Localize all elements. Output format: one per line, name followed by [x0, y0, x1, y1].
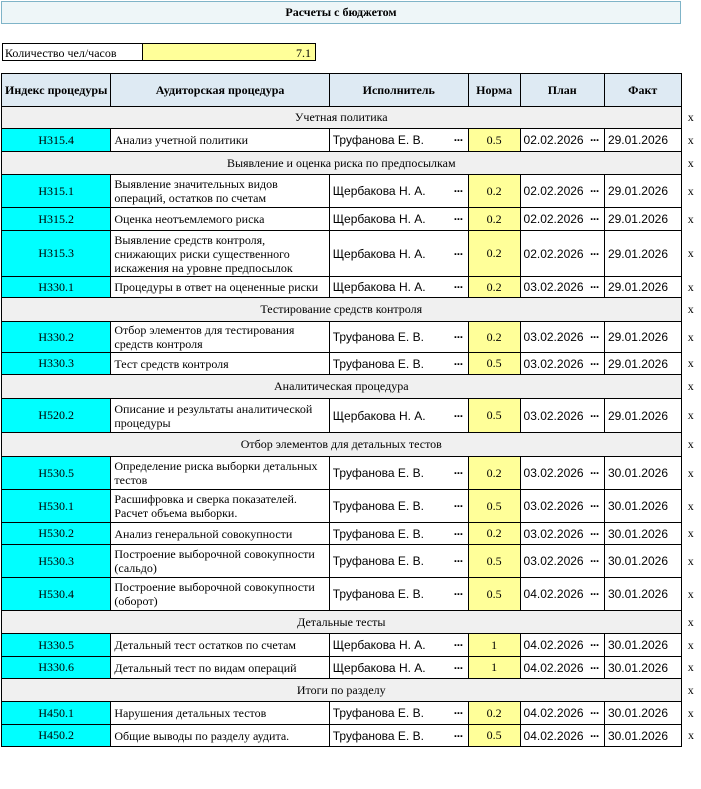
delete-row-button[interactable]: x	[687, 246, 694, 260]
plan-date-cell	[520, 523, 604, 545]
fact-date: 29.01.2026	[604, 175, 681, 208]
procedure-index-link[interactable]: H330.6	[2, 657, 111, 679]
plan-date-cell	[520, 457, 604, 490]
procedures-table	[1, 73, 701, 747]
executor-picker-button[interactable]: ···	[453, 212, 463, 226]
delete-row-button[interactable]: x	[687, 356, 694, 370]
delete-row-button[interactable]: x	[687, 637, 694, 652]
date-picker-button[interactable]: ···	[589, 356, 599, 371]
section-title: Аналитическая процедура	[2, 375, 682, 399]
executor-picker-button[interactable]: ···	[453, 554, 463, 568]
header-norm: Норма	[468, 74, 520, 107]
executor-picker-button[interactable]: ···	[453, 638, 463, 652]
section-title: Итоги по разделу	[2, 679, 682, 702]
date-picker-button[interactable]: ···	[589, 638, 599, 652]
plan-date-cell	[520, 490, 604, 523]
executor-cell	[329, 545, 468, 578]
fact-date: 30.01.2026	[604, 523, 681, 545]
plan-date[interactable]: 02.02.2026	[523, 133, 584, 147]
delete-row-button[interactable]: x	[687, 498, 694, 513]
executor-picker-button[interactable]: ···	[453, 356, 463, 371]
fact-date: 30.01.2026	[604, 545, 681, 578]
section-title: Учетная политика	[2, 107, 682, 129]
plan-date[interactable]: 04.02.2026	[523, 660, 584, 675]
delete-section-button[interactable]: x	[687, 302, 694, 316]
section-row	[2, 375, 701, 399]
procedure-name: Общие выводы по разделу аудита.	[111, 725, 329, 747]
executor-cell	[329, 231, 468, 277]
plan-date[interactable]: 03.02.2026	[523, 499, 584, 513]
section-title: Детальные тесты	[2, 611, 682, 634]
executor-picker-button[interactable]: ···	[453, 408, 463, 423]
executor-name: Щербакова Н. А.	[332, 184, 426, 198]
executor-cell	[329, 523, 468, 545]
executor-cell	[329, 175, 468, 208]
procedure-index-link[interactable]: H530.5	[2, 457, 111, 490]
table-row	[2, 175, 701, 208]
plan-date-cell	[520, 129, 604, 152]
delete-row-button[interactable]: x	[687, 526, 694, 540]
delete-section-button[interactable]: x	[687, 110, 694, 124]
procedure-index-link[interactable]: H520.2	[2, 399, 111, 433]
procedure-name: Отбор элементов для тестирования средств контроля	[111, 322, 329, 353]
plan-date[interactable]: 02.02.2026	[523, 184, 584, 198]
executor-picker-button[interactable]: ···	[453, 499, 463, 513]
procedure-name: Построение выборочной совокупности (оборот)	[111, 578, 329, 611]
date-picker-button[interactable]: ···	[589, 408, 599, 423]
section-row	[2, 298, 701, 322]
section-title: Выявление и оценка риска по предпосылкам	[2, 152, 682, 175]
norm-field[interactable]: 0.5	[468, 490, 520, 523]
procedure-index-link[interactable]: H330.2	[2, 322, 111, 353]
header-fact: Факт	[604, 74, 681, 107]
plan-date[interactable]: 03.02.2026	[523, 356, 584, 371]
plan-date[interactable]: 03.02.2026	[523, 280, 584, 294]
plan-date-cell	[520, 277, 604, 298]
executor-name: Щербакова Н. А.	[332, 638, 426, 652]
executor-cell	[329, 725, 468, 747]
norm-field[interactable]: 0.2	[468, 523, 520, 545]
norm-field[interactable]: 0.2	[468, 231, 520, 277]
plan-date-cell	[520, 175, 604, 208]
fact-date: 30.01.2026	[604, 578, 681, 611]
fact-date: 29.01.2026	[604, 322, 681, 353]
plan-date-cell	[520, 657, 604, 679]
plan-date-cell	[520, 208, 604, 231]
procedure-index-link[interactable]: H330.1	[2, 277, 111, 298]
table-row	[2, 490, 701, 523]
plan-date-cell	[520, 545, 604, 578]
norm-field[interactable]: 0.5	[468, 545, 520, 578]
delete-row-button[interactable]: x	[687, 211, 694, 226]
executor-cell	[329, 634, 468, 657]
delete-row-button[interactable]: x	[687, 183, 694, 198]
table-row	[2, 657, 701, 679]
delete-row-button[interactable]: x	[687, 465, 694, 480]
delete-row-button[interactable]: x	[687, 408, 694, 422]
procedure-name: Оценка неотъемлемого риска	[111, 208, 329, 231]
table-header-row	[2, 74, 701, 107]
table-row	[2, 523, 701, 545]
procedure-index-link[interactable]: H450.2	[2, 725, 111, 747]
procedure-index-link[interactable]: H330.3	[2, 353, 111, 375]
fact-date: 30.01.2026	[604, 490, 681, 523]
executor-picker-button[interactable]: ···	[453, 246, 463, 261]
date-picker-button[interactable]: ···	[589, 280, 599, 294]
norm-field[interactable]: 0.5	[468, 353, 520, 375]
date-picker-button[interactable]: ···	[589, 133, 599, 147]
plan-date-cell	[520, 231, 604, 277]
plan-date-cell	[520, 634, 604, 657]
plan-date[interactable]: 02.02.2026	[523, 246, 584, 261]
procedure-name: Определение риска выборки детальных тестов	[111, 457, 329, 490]
executor-name: Труфанова Е. В.	[332, 330, 424, 344]
procedure-index-link[interactable]: H530.4	[2, 578, 111, 611]
fact-date: 29.01.2026	[604, 231, 681, 277]
section-row	[2, 433, 701, 457]
plan-date-cell	[520, 702, 604, 725]
date-picker-button[interactable]: ···	[589, 212, 599, 226]
section-row	[2, 107, 701, 129]
fact-date: 30.01.2026	[604, 725, 681, 747]
executor-cell	[329, 353, 468, 375]
procedure-name: Расшифровка и сверка показателей. Расчет объема выборки.	[111, 490, 329, 523]
norm-field[interactable]: 0.2	[468, 457, 520, 490]
procedure-name: Выявление значительных видов операций, остатков по счетам	[111, 175, 329, 208]
executor-picker-button[interactable]: ···	[453, 660, 463, 675]
executor-name: Труфанова Е. В.	[332, 728, 424, 743]
section-row	[2, 679, 701, 702]
executor-cell	[329, 322, 468, 353]
plan-date-cell	[520, 578, 604, 611]
executor-cell	[329, 657, 468, 679]
delete-row-button[interactable]: x	[687, 586, 694, 601]
procedure-index-link[interactable]: H530.1	[2, 490, 111, 523]
plan-date[interactable]: 03.02.2026	[523, 330, 584, 344]
date-picker-button[interactable]: ···	[589, 587, 599, 601]
plan-date[interactable]: 04.02.2026	[523, 706, 584, 720]
page-title: Расчеты с бюджетом	[1, 1, 681, 24]
norm-field[interactable]: 0.5	[468, 725, 520, 747]
norm-field[interactable]: 1	[468, 657, 520, 679]
delete-row-button[interactable]: x	[687, 660, 694, 674]
procedure-name: Нарушения детальных тестов	[111, 702, 329, 725]
executor-cell	[329, 277, 468, 298]
executor-picker-button[interactable]: ···	[453, 330, 463, 344]
plan-date[interactable]: 04.02.2026	[523, 728, 584, 743]
header-index: Индекс процедуры	[2, 74, 111, 107]
plan-date-cell	[520, 322, 604, 353]
delete-section-button[interactable]: x	[687, 437, 694, 451]
delete-section-button[interactable]: x	[687, 682, 694, 697]
norm-field[interactable]: 0.5	[468, 129, 520, 152]
procedure-name: Анализ учетной политики	[111, 129, 329, 152]
plan-date[interactable]: 03.02.2026	[523, 554, 584, 568]
executor-picker-button[interactable]: ···	[453, 133, 463, 147]
hours-label: Количество чел/часов	[2, 43, 143, 61]
delete-row-button[interactable]: x	[687, 132, 694, 147]
delete-row-button[interactable]: x	[688, 728, 695, 742]
delete-row-button[interactable]: x	[687, 553, 694, 568]
table-row	[2, 353, 701, 375]
norm-field[interactable]: 0.2	[468, 322, 520, 353]
header-procedure: Аудиторская процедура	[111, 74, 329, 107]
table-row	[2, 634, 701, 657]
procedure-name: Тест средств контроля	[111, 353, 329, 375]
plan-date[interactable]: 02.02.2026	[523, 212, 584, 226]
executor-cell	[329, 457, 468, 490]
norm-field[interactable]: 0.5	[468, 578, 520, 611]
plan-date[interactable]: 04.02.2026	[523, 638, 584, 652]
executor-picker-button[interactable]: ···	[453, 526, 463, 541]
fact-date: 29.01.2026	[604, 277, 681, 298]
executor-name: Труфанова Е. В.	[332, 499, 424, 513]
table-row	[2, 322, 701, 353]
plan-date[interactable]: 03.02.2026	[523, 408, 584, 423]
table-row	[2, 702, 701, 725]
fact-date: 29.01.2026	[604, 208, 681, 231]
table-row	[2, 399, 701, 433]
procedure-name: Выявление средств контроля, снижающих риски существенного искажения на уровне предпосылок	[111, 231, 329, 277]
plan-date[interactable]: 03.02.2026	[523, 466, 584, 480]
date-picker-button[interactable]: ···	[589, 728, 599, 743]
executor-cell	[329, 578, 468, 611]
date-picker-button[interactable]: ···	[589, 330, 599, 344]
procedure-name: Описание и результаты аналитической процедуры	[111, 399, 329, 433]
executor-cell	[329, 702, 468, 725]
executor-name: Щербакова Н. А.	[332, 280, 426, 294]
date-picker-button[interactable]: ···	[589, 499, 599, 513]
executor-name: Труфанова Е. В.	[332, 706, 424, 720]
procedure-index-link[interactable]: H315.2	[2, 208, 111, 231]
norm-field[interactable]: 0.2	[468, 208, 520, 231]
table-row	[2, 129, 701, 152]
delete-row-button[interactable]: x	[687, 329, 694, 344]
fact-date: 30.01.2026	[604, 702, 681, 725]
plan-date-cell	[520, 725, 604, 747]
fact-date: 29.01.2026	[604, 129, 681, 152]
executor-name: Щербакова Н. А.	[332, 660, 426, 675]
date-picker-button[interactable]: ···	[589, 526, 599, 541]
procedure-index-link[interactable]: H315.1	[2, 175, 111, 208]
delete-row-button[interactable]: x	[687, 279, 694, 294]
executor-name: Щербакова Н. А.	[332, 246, 426, 261]
fact-date: 29.01.2026	[604, 399, 681, 433]
executor-picker-button[interactable]: ···	[453, 706, 463, 720]
table-row	[2, 578, 701, 611]
section-title: Отбор элементов для детальных тестов	[2, 433, 682, 457]
executor-cell	[329, 129, 468, 152]
executor-picker-button[interactable]: ···	[453, 184, 463, 198]
delete-section-button[interactable]: x	[687, 155, 694, 170]
section-title: Тестирование средств контроля	[2, 298, 682, 322]
date-picker-button[interactable]: ···	[589, 554, 599, 568]
executor-name: Щербакова Н. А.	[332, 212, 426, 226]
table-row	[2, 545, 701, 578]
plan-date-cell	[520, 353, 604, 375]
procedure-name: Построение выборочной совокупности (сальдо)	[111, 545, 329, 578]
executor-name: Труфанова Е. В.	[332, 356, 424, 371]
executor-name: Щербакова Н. А.	[332, 408, 426, 423]
executor-picker-button[interactable]: ···	[453, 587, 463, 601]
delete-section-button[interactable]: x	[687, 614, 694, 629]
fact-date: 30.01.2026	[604, 657, 681, 679]
procedure-index-link[interactable]: H450.1	[2, 702, 111, 725]
norm-field[interactable]: 1	[468, 634, 520, 657]
date-picker-button[interactable]: ···	[589, 246, 599, 261]
executor-name: Труфанова Е. В.	[332, 554, 424, 568]
executor-picker-button[interactable]: ···	[453, 466, 463, 480]
norm-field[interactable]: 0.2	[468, 277, 520, 298]
norm-field[interactable]: 0.5	[468, 399, 520, 433]
plan-date[interactable]: 03.02.2026	[523, 526, 584, 541]
executor-name: Труфанова Е. В.	[332, 133, 424, 147]
table-row	[2, 208, 701, 231]
procedure-index-link[interactable]: H315.3	[2, 231, 111, 277]
procedure-index-link[interactable]: H330.5	[2, 634, 111, 657]
procedure-index-link[interactable]: H315.4	[2, 129, 111, 152]
norm-field[interactable]: 0.2	[468, 175, 520, 208]
fact-date: 30.01.2026	[604, 634, 681, 657]
executor-name: Труфанова Е. В.	[332, 526, 424, 541]
procedure-name: Детальный тест по видам операций	[111, 657, 329, 679]
delete-row-button[interactable]: x	[687, 705, 694, 720]
executor-name: Труфанова Е. В.	[332, 587, 424, 601]
table-row	[2, 277, 701, 298]
procedure-name: Процедуры в ответ на оцененные риски	[111, 277, 329, 298]
executor-cell	[329, 399, 468, 433]
header-plan: План	[520, 74, 604, 107]
procedure-name: Анализ генеральной совокупности	[111, 523, 329, 545]
executor-name: Труфанова Е. В.	[332, 466, 424, 480]
procedure-index-link[interactable]: H530.3	[2, 545, 111, 578]
executor-cell	[329, 490, 468, 523]
plan-date-cell	[520, 399, 604, 433]
executor-cell	[329, 208, 468, 231]
table-row	[2, 457, 701, 490]
fact-date: 30.01.2026	[604, 457, 681, 490]
norm-field[interactable]: 0.2	[468, 702, 520, 725]
date-picker-button[interactable]: ···	[589, 184, 599, 198]
section-row	[2, 611, 701, 634]
fact-date: 29.01.2026	[604, 353, 681, 375]
date-picker-button[interactable]: ···	[589, 706, 599, 720]
table-row	[2, 725, 701, 747]
date-picker-button[interactable]: ···	[589, 660, 599, 675]
executor-picker-button[interactable]: ···	[453, 728, 463, 743]
header-executor: Исполнитель	[329, 74, 468, 107]
hours-value-field[interactable]: 7.1	[143, 43, 316, 61]
delete-section-button[interactable]: x	[687, 379, 694, 393]
procedure-index-link[interactable]: H530.2	[2, 523, 111, 545]
table-row	[2, 231, 701, 277]
procedure-name: Детальный тест остатков по счетам	[111, 634, 329, 657]
section-row	[2, 152, 701, 175]
executor-picker-button[interactable]: ···	[453, 280, 463, 294]
plan-date[interactable]: 04.02.2026	[523, 587, 584, 601]
date-picker-button[interactable]: ···	[589, 466, 599, 480]
